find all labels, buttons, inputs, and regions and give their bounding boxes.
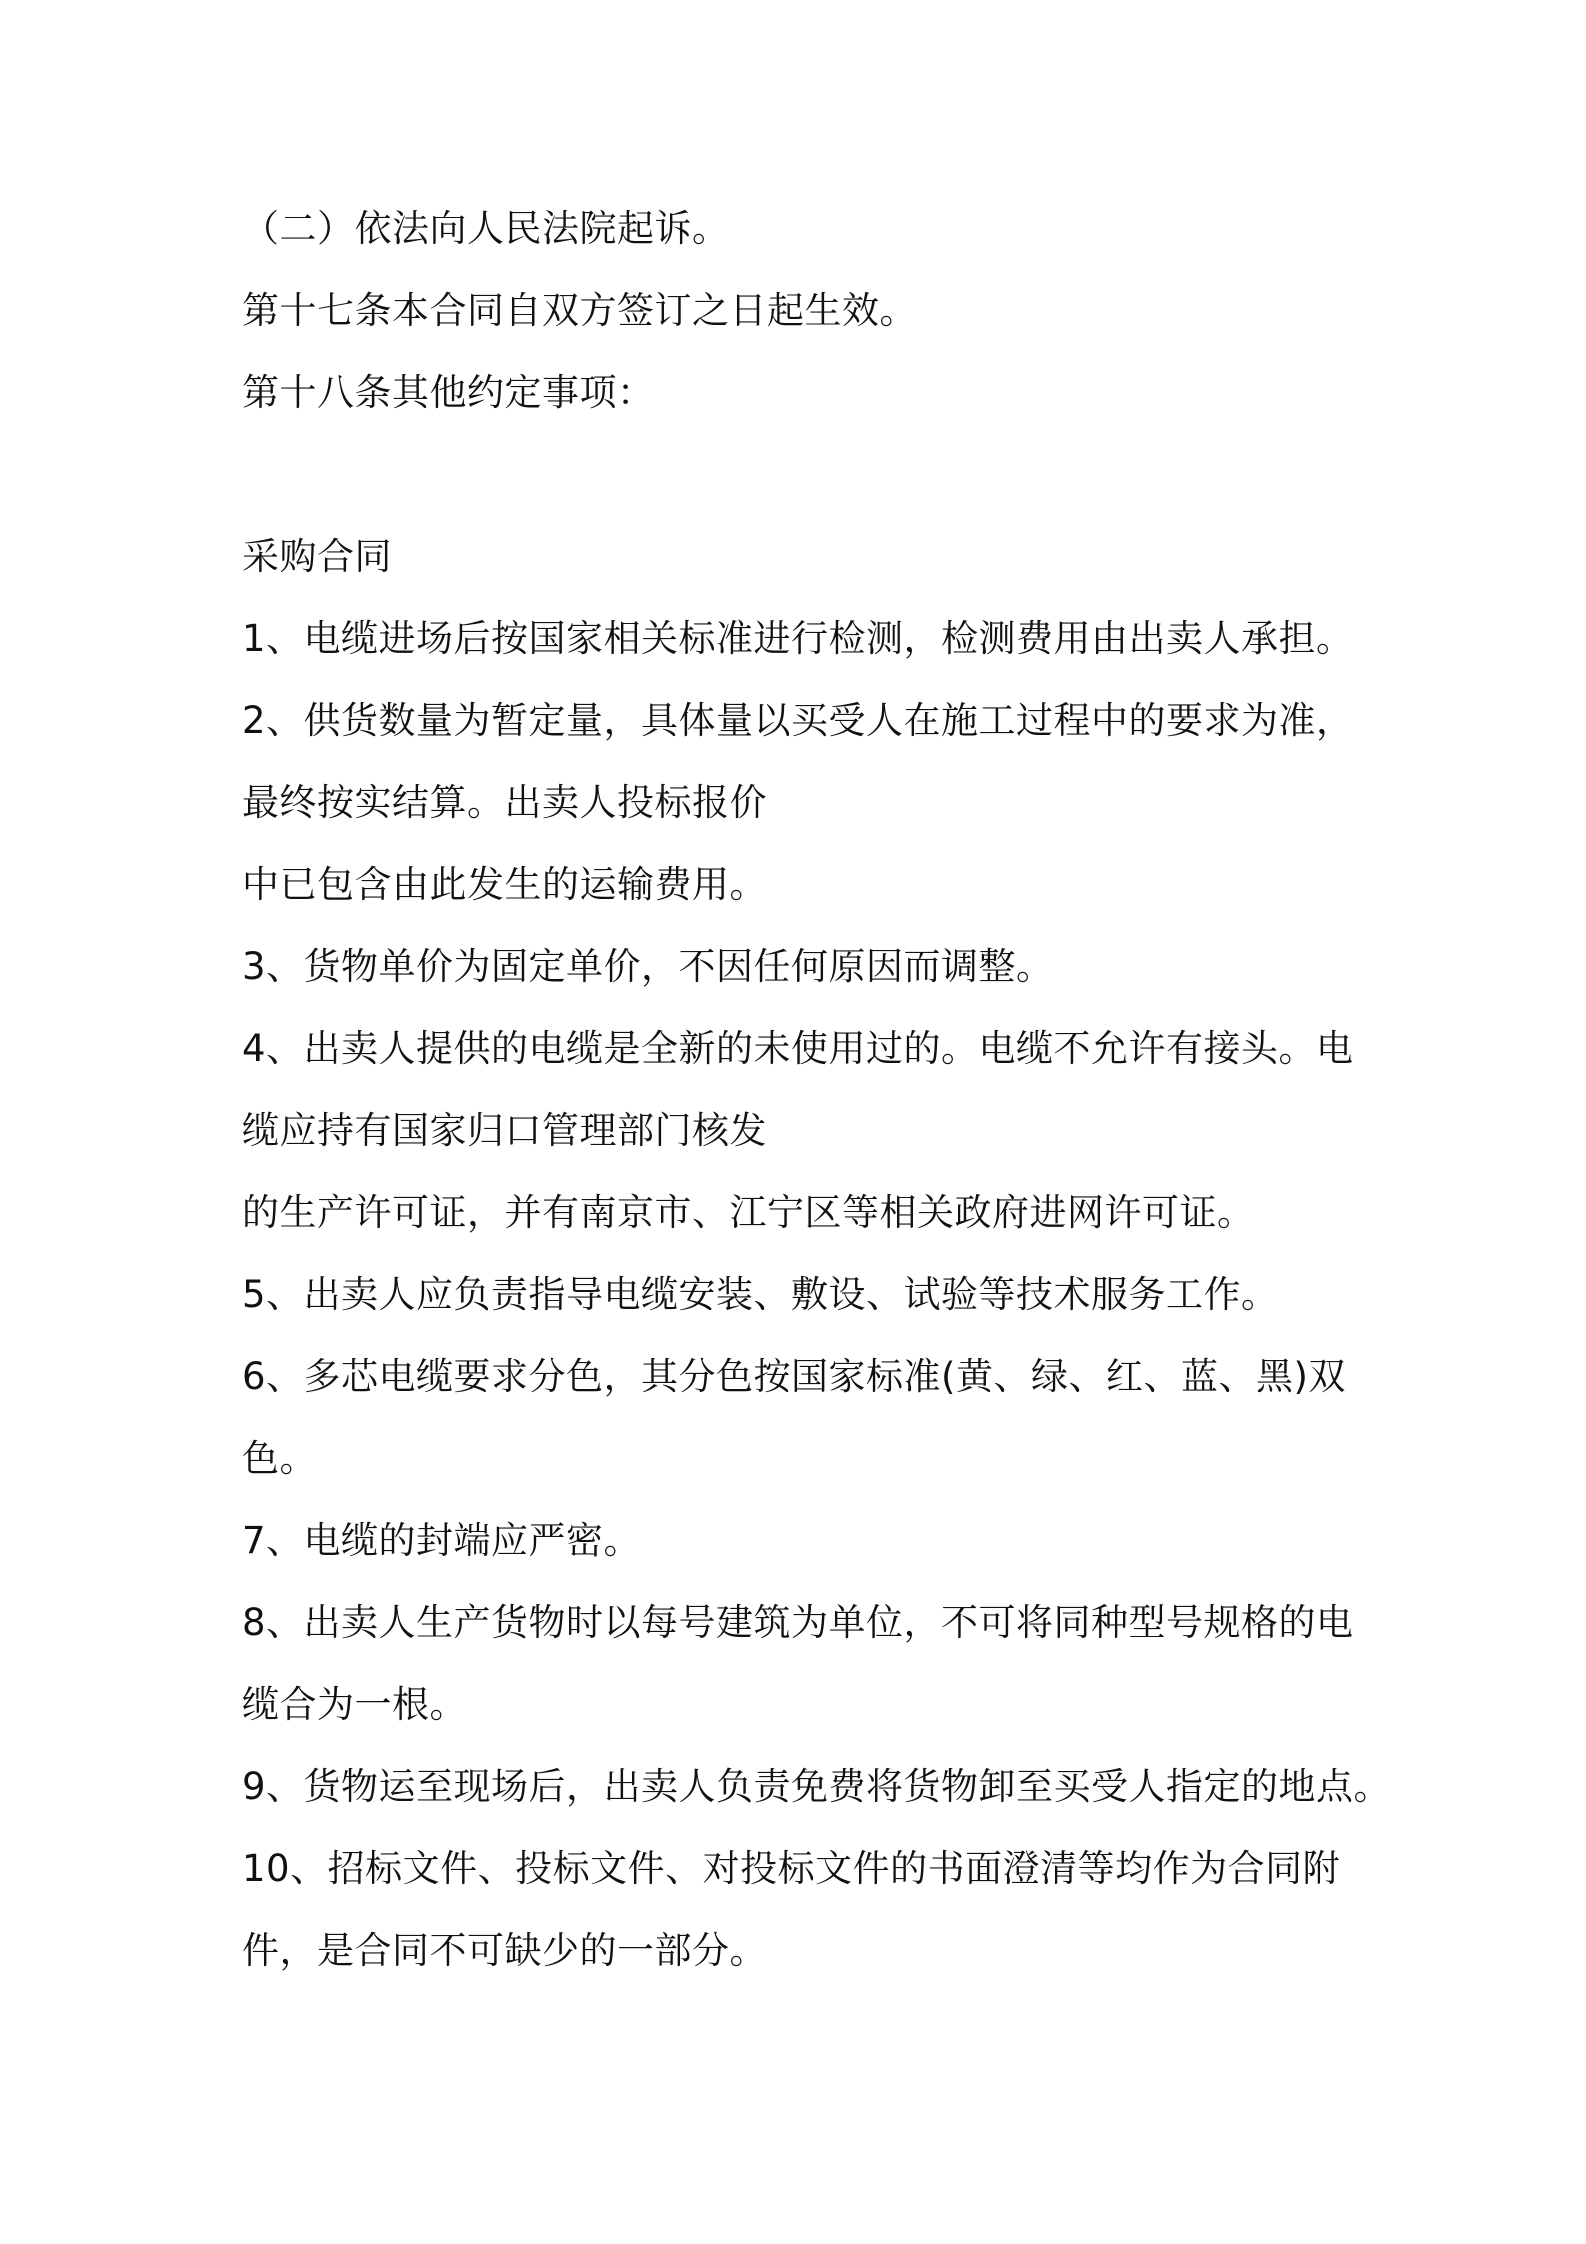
item-3: 3、货物单价为固定单价，不因任何原因而调整。 [242,945,1054,988]
item-6-line-1: 6、多芯电缆要求分色，其分色按国家标准(黄、绿、红、蓝、黑)双 [242,1355,1346,1398]
item-8-line-2: 缆合为一根。 [242,1683,467,1726]
article-17: 第十七条本合同自双方签订之日起生效。 [242,289,917,332]
article-18: 第十八条其他约定事项： [242,371,655,414]
item-2-line-2: 最终按实结算。出卖人投标报价 [242,781,767,824]
item-7: 7、电缆的封端应严密。 [242,1519,642,1562]
item-2-line-1: 2、供货数量为暂定量，具体量以买受人在施工过程中的要求为准， [242,699,1354,742]
item-6-line-2: 色。 [242,1437,317,1480]
section-title: 采购合同 [242,535,392,578]
item-4-line-1: 4、出卖人提供的电缆是全新的未使用过的。电缆不允许有接头。电 [242,1027,1354,1070]
item-8-line-1: 8、出卖人生产货物时以每号建筑为单位，不可将同种型号规格的电 [242,1601,1354,1644]
item-1: 1、电缆进场后按国家相关标准进行检测，检测费用由出卖人承担。 [242,617,1354,660]
item-2-line-3: 中已包含由此发生的运输费用。 [242,863,767,906]
item-4-line-3: 的生产许可证，并有南京市、江宁区等相关政府进网许可证。 [242,1191,1255,1234]
item-10-line-1: 10、招标文件、投标文件、对投标文件的书面澄清等均作为合同附 [242,1847,1341,1890]
item-10-line-2: 件，是合同不可缺少的一部分。 [242,1929,767,1972]
item-5: 5、出卖人应负责指导电缆安装、敷设、试验等技术服务工作。 [242,1273,1279,1316]
item-4-line-2: 缆应持有国家归口管理部门核发 [242,1109,767,1152]
item-9: 9、货物运至现场后，出卖人负责免费将货物卸至买受人指定的地点。 [242,1765,1392,1808]
clause-item-2: （二）依法向人民法院起诉。 [242,207,730,250]
